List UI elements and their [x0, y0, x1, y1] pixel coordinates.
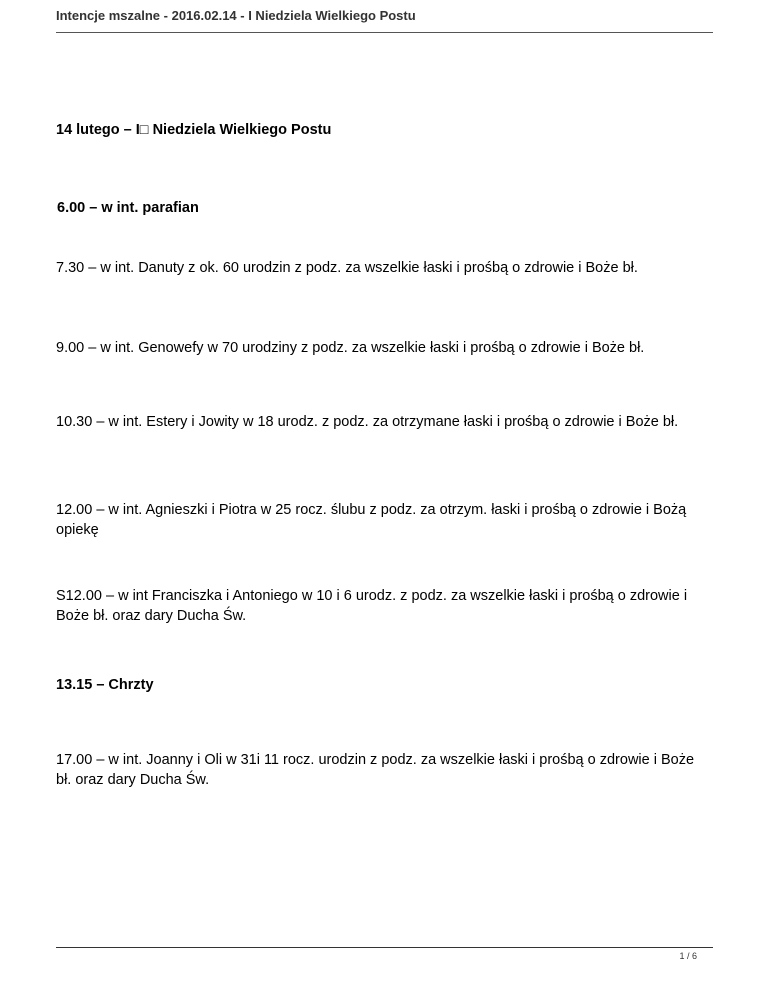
intention-item: S12.00 – w int Franciszka i Antoniego w 10 i 6 urodz. z podz. za wszelkie łaski i prośbą o zdrowie i Boże bł. oraz dary Ducha Św. — [56, 588, 688, 624]
footer-divider — [56, 947, 713, 948]
intention-item: 10.30 – w int. Estery i Jowity w 18 urodz. z podz. za otrzymane łaski i prośbą o zdrowie i Boże bł. — [56, 414, 679, 430]
intention-item: 6.00 – w int. parafian — [57, 200, 199, 216]
intention-item: 13.15 – Chrzty — [56, 677, 154, 693]
page-number: 1 / 6 — [679, 951, 697, 961]
page-header-title: Intencje mszalne - 2016.02.14 - I Niedziela Wielkiego Postu — [56, 8, 416, 23]
header-divider — [56, 32, 713, 33]
intention-item: 9.00 – w int. Genowefy w 70 urodziny z podz. za wszelkie łaski i prośbą o zdrowie i Boże bł. — [56, 340, 645, 356]
intention-item: 17.00 – w int. Joanny i Oli w 31i 11 rocz. urodzin z podz. za wszelkie łaski i prośbą o zdrowie i Boże bł. oraz dary Ducha Św. — [56, 752, 695, 788]
intention-item: 7.30 – w int. Danuty z ok. 60 urodzin z podz. za wszelkie łaski i prośbą o zdrowie i Boże bł. — [56, 260, 638, 276]
day-heading: 14 lutego – I□ Niedziela Wielkiego Postu — [56, 122, 332, 138]
intention-item: 12.00 – w int. Agnieszki i Piotra w 25 rocz. ślubu z podz. za otrzym. łaski i prośbą o zdrowie i Bożą opiekę — [56, 502, 687, 538]
